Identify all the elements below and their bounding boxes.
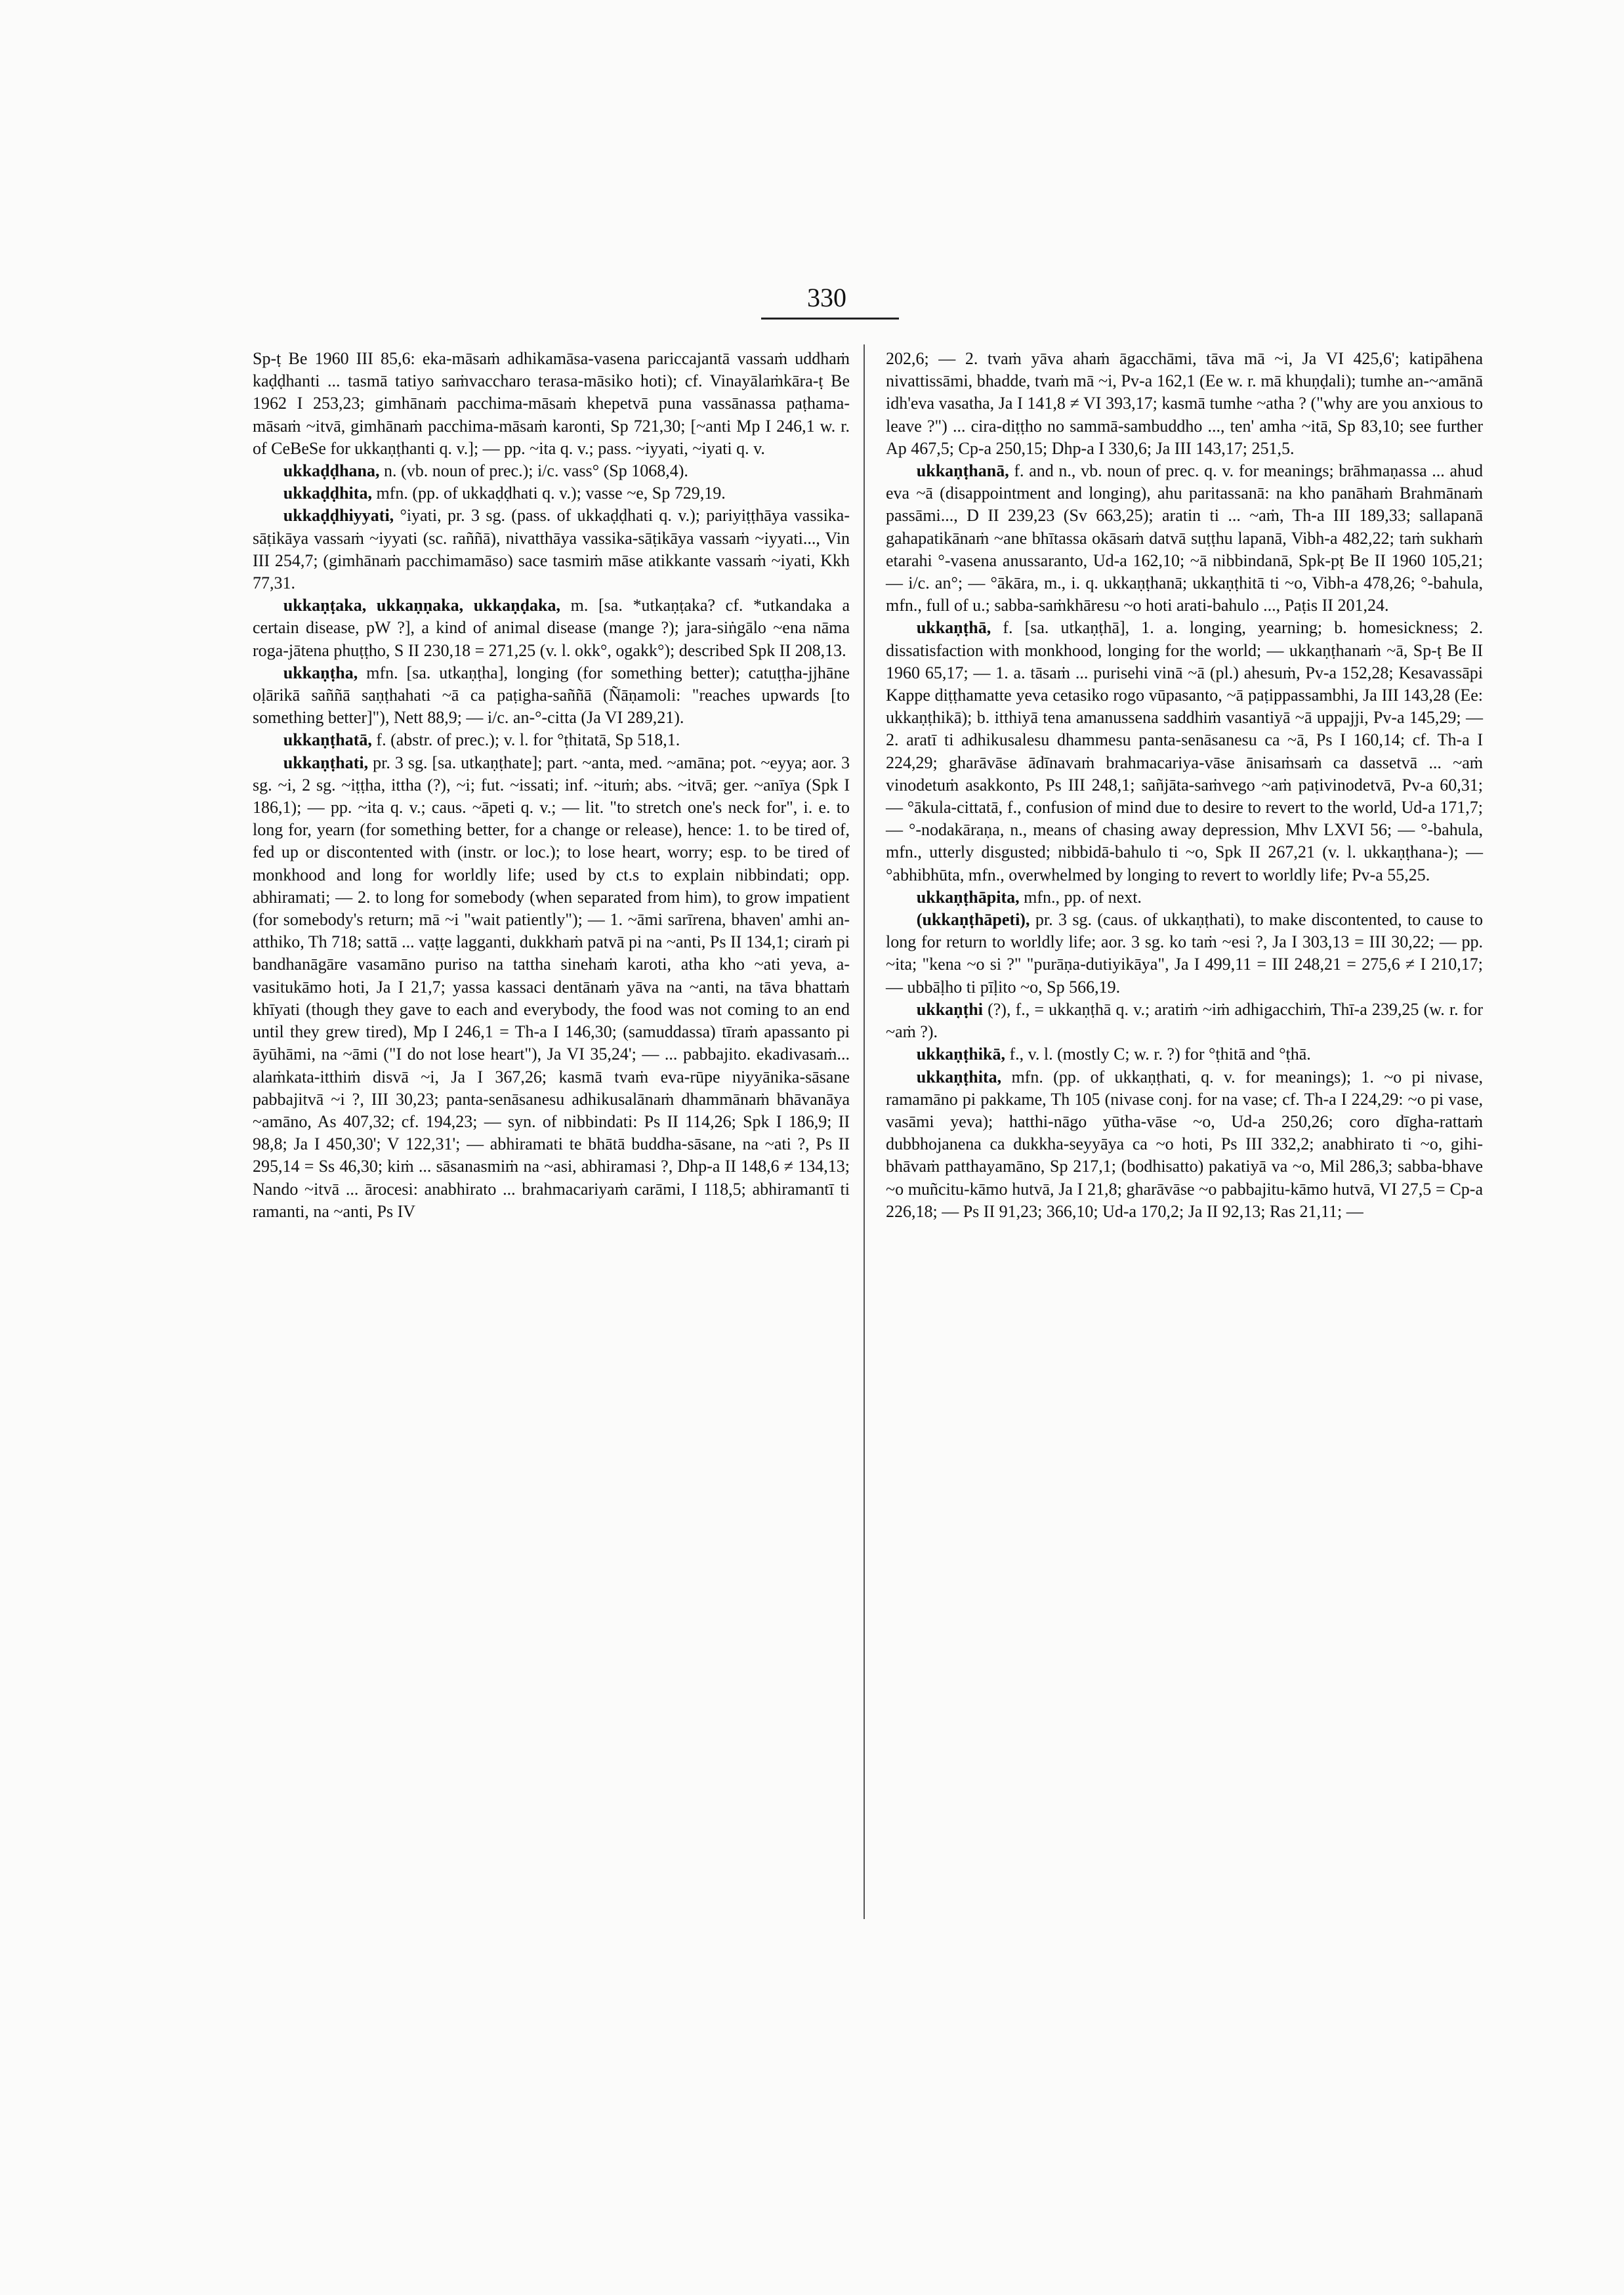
entry-headword: ukkaṇṭaka, ukkaṇṇaka, ukkaṇḍaka,: [283, 596, 561, 615]
dictionary-entry: [886, 348, 1483, 460]
dictionary-entry: [886, 909, 1483, 999]
dictionary-entry: [253, 460, 850, 482]
dictionary-entry: [253, 505, 850, 594]
entry-text: Sp-ṭ Be 1960 III 85,6: eka-māsaṁ adhikamāsa-vasena pariccajantā vassaṁ uddhaṁ kaḍḍhanti ... tasmā tatiyo saṁvaccharo terasa-māsiko hoti); cf. Vinayālaṁkāra-ṭ Be 1962 I 253,23; gimhānaṁ pacchima-māsaṁ khepetvā puna vassānassa paṭhama-māsaṁ ~itvā, gimhānaṁ pacchima-māsaṁ karonti, Sp 721,30; [~anti Mp I 246,1 w. r. of CeBeSe for ukkaṇṭhanti q. v.]; — pp. ~ita q. v.; pass. ~iyyati, ~iyati q. v.: [253, 349, 850, 458]
entry-text: f. (abstr. of prec.); v. l. for °ṭhitatā, Sp 518,1.: [376, 730, 680, 750]
entry-headword: ukkaṇṭhi: [916, 999, 983, 1019]
entry-text: m. [sa. *utkaṇṭaka? cf. *utkandaka a certain disease, pW ?], a kind of animal disease (mange ?); jara-siṅgālo ~ena nāma roga-jātena phuṭṭho, S II 230,18 = 271,25 (v. l. okk°, ogakk°); described Spk II 208,13.: [253, 596, 850, 660]
dictionary-entry: [253, 729, 850, 751]
entry-text: mfn. (pp. of ukkaḍḍhati q. v.); vasse ~e, Sp 729,19.: [376, 484, 726, 503]
dictionary-entry: [253, 752, 850, 1223]
entry-text: n. (vb. noun of prec.); i/c. vass° (Sp 1068,4).: [384, 461, 688, 481]
entry-headword: ukkaḍḍhita,: [283, 484, 372, 503]
dictionary-entry: [253, 348, 850, 460]
page-number-rule: [761, 318, 899, 320]
entry-headword: ukkaḍḍhiyyati,: [283, 506, 394, 526]
entry-text: f., v. l. (mostly C; w. r. ?) for °ṭhitā and °ṭhā.: [1009, 1044, 1311, 1064]
entry-headword: ukkaṇṭhikā,: [916, 1044, 1005, 1064]
entry-text: pr. 3 sg. (caus. of ukkaṇṭhati), to make discontented, to cause to long for return to worldly life; aor. 3 sg. ko taṁ ~esi ?, Ja I 303,13 = III 30,22; — pp. ~ita; "kena ~o si ?" "purāṇa-dutiyikāya", Ja I 499,11 = III 248,21 = 275,6 ≠ I 210,17; — ubbāḷho ti pīḷito ~o, Sp 566,19.: [886, 910, 1483, 997]
entry-headword: ukkaḍḍhana,: [283, 461, 380, 481]
entry-headword: ukkaṇṭhati,: [283, 753, 369, 772]
dictionary-entry: [886, 1066, 1483, 1223]
page-number: 330: [807, 283, 846, 312]
entry-text: mfn. (pp. of ukkaṇṭhati, q. v. for meanings); 1. ~o pi nivase, ramamāno pi pakkame, Th 105 (nivase conj. for na vase; cf. Th-a I 224,29: ~o pi vase, vasāmi yeva); hatthi-nāgo yūtha-vāse ~o, Ud-a 250,26; coro dīgha-rattaṁ dubbhojanena ca dukkha-seyyāya ca ~o hoti, Ps III 332,2; anabhirato ti ~o, gihi-bhāvaṁ patthayamāno, Sp 217,1; (bodhisatto) pakatiyā va ~o, Mil 286,3; sabba-bhave ~o muñcitu-kāmo hutvā, Ja I 21,8; gharāvāse ~o pabbajitu-kāmo hutvā, VI 27,5 = Cp-a 226,18; — Ps II 91,23; 366,10; Ud-a 170,2; Ja II 92,13; Ras 21,11; —: [886, 1067, 1483, 1221]
entry-text: pr. 3 sg. [sa. utkaṇṭhate]; part. ~anta, med. ~amāna; pot. ~eyya; aor. 3 sg. ~i, 2 sg. ~iṭṭha, ittha (?), ~i; fut. ~issati; inf. ~ituṁ; abs. ~itvā; ger. ~anīya (Spk I 186,1); — pp. ~ita q. v.; caus. ~āpeti q. v.; — lit. "to stretch one's neck for", i. e. to long for, yearn (for something better, for a change or release), hence: 1. to be tired of, fed up or discontented with (instr. or loc.); to lose heart, worry; esp. to be tired of monkhood and long for worldly life; used by ct.s to explain nibbindati; opp. abhiramati; — 2. to long for somebody (when separated from him), to grow impatient (for somebody's return; mā ~i "wait patiently"); — 1. ~āmi sarīrena, bhaven' amhi an-atthiko, Th 718; sattā ... vaṭṭe lagganti, dukkhaṁ patvā pi na ~anti, Ps II 134,1; ciraṁ pi bandhanāgāre vasamāno puriso na tattha sinehaṁ karoti, atha kho ~ati yeva, a-vasitukāmo hoti, Ja I 21,7; yassa kassaci dentānaṁ yāva na ~anti, na tāva bhattaṁ khīyati (though they gave to each and everybody, the food was not coming to an end until they grew tired), Mp I 246,1 = Th-a I 146,30; (samuddassa) tīraṁ apassanto pi āyūhāmi, na ~āmi ("I do not lose heart"), Ja VI 35,24'; — ... pabbajito. ekadivasaṁ... alaṁkata-itthiṁ disvā ~i, Ja I 367,26; kasmā tvaṁ eva-rūpe niyyānika-sāsane pabbajitvā ~i ?, III 30,23; panta-senāsanesu adhikusalānaṁ dhammānaṁ bhāvanāya ~amāno, As 407,32; cf. 194,23; — syn. of nibbindati: Ps II 114,26; Spk I 186,9; II 98,8; Ja I 450,30'; V 122,31'; — abhiramati te bhātā buddha-sāsane, na ~ati ?, Ps II 295,14 = Ss 46,30; kiṁ ... sāsanasmiṁ na ~asi, abhiramasi ?, Dhp-a II 148,6 ≠ 134,13; Nando ~itvā ... ārocesi: anabhirato ... brahmacariyaṁ carāmi, I 118,5; abhiramantī ti ramanti, na ~anti, Ps IV: [253, 753, 850, 1221]
dictionary-entry: [886, 886, 1483, 909]
left-column: [253, 348, 850, 1223]
entry-headword: ukkaṇṭhā,: [916, 618, 991, 638]
entry-headword: ukkaṇṭhāpita,: [916, 887, 1020, 907]
dictionary-entry: [253, 662, 850, 730]
entry-headword: (ukkaṇṭhāpeti),: [916, 910, 1030, 930]
right-column: [886, 348, 1483, 1223]
column-divider: [864, 344, 865, 1919]
entry-text: °iyati, pr. 3 sg. (pass. of ukkaḍḍhati q. v.); pariyiṭṭhāya vassika-sāṭikāya vassaṁ ~iyyati (sc. raññā), nivatthāya vassika-sāṭikāya vassaṁ ~iyyati..., Vin III 254,7; (gimhānaṁ pacchimamāso) sace tasmiṁ māse atikkante vassaṁ ~iyati, Kkh 77,31.: [253, 506, 850, 593]
entry-headword: ukkaṇṭha,: [283, 663, 358, 682]
dictionary-entry: [886, 999, 1483, 1043]
dictionary-entry: [886, 460, 1483, 617]
dictionary-entry: [886, 617, 1483, 886]
dictionary-entry: [253, 594, 850, 662]
entry-text: f. and n., vb. noun of prec. q. v. for meanings; brāhmaṇassa ... ahud eva ~ā (disappointment and longing), ahu paritassanā: na kho panāhaṁ Brahmānaṁ passāmi..., D II 239,23 (Sv 663,25); aratin ti ... ~aṁ, Th-a III 189,33; sallapanā gahapatikānaṁ ~ane bhītassa okāsaṁ datvā suṭṭhu lapanā, Vibh-a 482,22; taṁ sukhaṁ etarahi °-vasena anussaranto, Ud-a 162,10; ~ā nibbindanā, Spk-pṭ Be II 1960 105,21; — i/c. an°; — °ākāra, m., i. q. ukkaṇṭhanā; ukkaṇṭhitā ti ~o, Vibh-a 478,26; °-bahula, mfn., full of u.; sabba-saṁkhāresu ~o hoti arati-bahulo ..., Paṭis II 201,24.: [886, 461, 1483, 615]
entry-text: mfn. [sa. utkaṇṭha], longing (for something better); catuṭṭha-jjhāne oḷārikā saññā saṇṭhahati ~ā ca paṭigha-saññā (Ñāṇamoli: "reaches upwards [to something better]"), Nett 88,9; — i/c. an-°-citta (Ja VI 289,21).: [253, 663, 850, 728]
entry-headword: ukkaṇṭhatā,: [283, 730, 372, 750]
dictionary-entry: [253, 482, 850, 505]
entry-headword: ukkaṇṭhanā,: [916, 461, 1009, 481]
entry-text: (?), f., = ukkaṇṭhā q. v.; aratiṁ ~iṁ adhigacchiṁ, Thī-a 239,25 (w. r. for ~aṁ ?).: [886, 999, 1484, 1042]
dictionary-entry: [886, 1043, 1483, 1065]
entry-text: mfn., pp. of next.: [1024, 887, 1142, 907]
entry-text: 202,6; — 2. tvaṁ yāva ahaṁ āgacchāmi, tāva mā ~i, Ja VI 425,6'; katipāhena nivattissāmi, bhadde, tvaṁ mā ~i, Pv-a 162,1 (Ee w. r. mā khuṇḍali); tumhe an-~amānā idh'eva vasatha, Ja I 141,8 ≠ VI 393,17; kasmā tumhe ~atha ? ("why are you anxious to leave ?") ... cira-diṭṭho no sammā-sambuddho ..., ten' amha ~itā, Sp 83,10; see further Ap 467,5; Cp-a 250,15; Dhp-a I 330,6; Ja III 143,17; 251,5.: [886, 349, 1483, 458]
entry-text: f. [sa. utkaṇṭhā], 1. a. longing, yearning; b. homesickness; 2. dissatisfaction with monkhood, longing for the world; — ukkaṇṭhanaṁ ~ā, Sp-ṭ Be II 1960 65,17; — 1. a. tāsaṁ ... purisehi vinā ~ā (pl.) ahesuṁ, Pv-a 152,28; Kesavassāpi Kappe diṭṭhamatte yeva cetasiko rogo vūpasanto, ~ā paṭippassambhi, Ja III 143,28 (Ee: ukkaṇṭhikā); b. itthiyā tena amanussena saddhiṁ vasantiyā ~ā uppajji, Pv-a 145,29; — 2. aratī ti adhikusalesu dhammesu panta-senāsanesu ca ~ā, Ps I 160,14; cf. Th-a I 224,29; gharāvāse ādīnavaṁ brahmacariya-vāse ānisaṁsaṁ ca dassetvā ... ~aṁ vinodetuṁ asakkonto, Ps III 248,1; sañjāta-saṁvego ~aṁ paṭivinodetvā, Pv-a 60,31; — °ākula-cittatā, f., confusion of mind due to desire to revert to the world, Ud-a 171,7; — °-nodakāraṇa, n., means of chasing away depression, Mhv LXVI 56; — °-bahula, mfn., utterly disgusted; nibbidā-bahulo ti ~o, Spk II 267,21 (v. l. ukkaṇṭhana-); — °abhibhūta, mfn., overwhelmed by longing to revert to worldly life; Pv-a 55,25.: [886, 618, 1483, 884]
entry-headword: ukkaṇṭhita,: [916, 1067, 1002, 1086]
